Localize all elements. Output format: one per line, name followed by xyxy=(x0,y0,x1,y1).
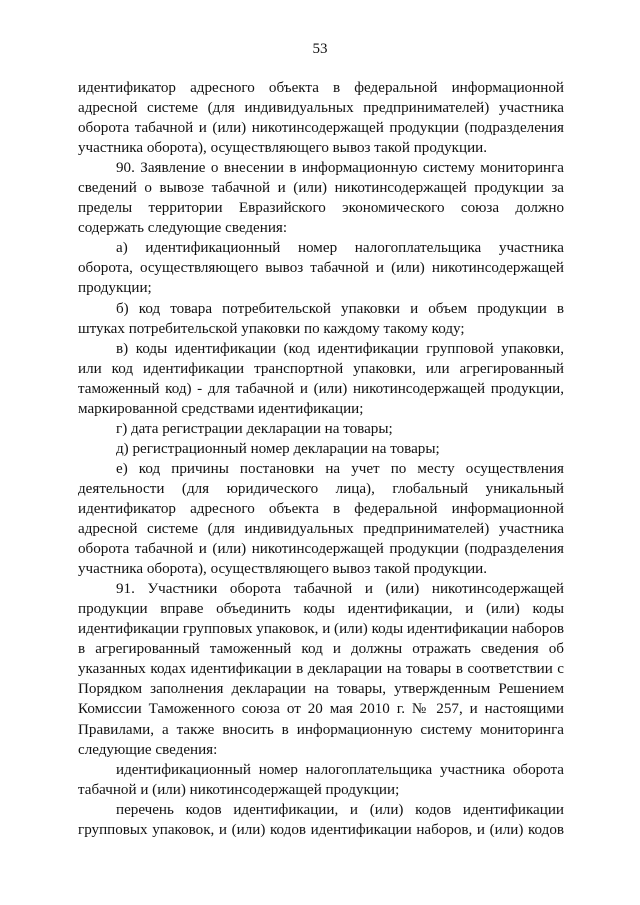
paragraph: перечень кодов идентификации, и (или) кодов идентификации групповых упаковок, и (или) кодов идентификации наборов, и (или) кодов xyxy=(78,801,564,838)
paragraph: б) код товара потребительской упаковки и объем продукции в штуках потребительской упаковки по каждому такому коду; xyxy=(78,300,564,337)
paragraph: в) коды идентификации (код идентификации групповой упаковки, или код идентификации транспортной упаковки, или агрегированный таможенный код) - для табачной и (или) никотинсодержащей продукции, маркированной средствами идентификации; xyxy=(78,340,564,417)
paragraph: д) регистрационный номер декларации на товары; xyxy=(116,440,440,457)
paragraph: 90. Заявление о внесении в информационную систему мониторинга сведений о вывозе табачной и (или) никотинсодержащей продукции за пределы территории Евразийского экономического союза должно содержать следующие сведения: xyxy=(78,160,564,237)
paragraph: е) код причины постановки на учет по месту осуществления деятельности (для юридического лица), глобальный уникальный идентификатор адресного объекта в федеральной информационной адресной системе (для индивидуальных предпринимателей) участника оборота табачной и (или) никотинсодержащей продукции (подразделения участника оборота), осуществляющего вывоз такой продукции. xyxy=(78,460,564,578)
paragraph: 91. Участники оборота табачной и (или) никотинсодержащей продукции вправе объединить коды идентификации, и (или) коды идентификации групповых упаковок, и (или) коды идентификации наборов в агрегированный таможенный код и должны отражать сведения об указанных кодах идентификации в декларации на товары в соответствии с Порядком заполнения декларации на товары, утвержденным Решением Комиссии Таможенного союза от 20 мая 2010 г. № 257, и настоящими Правилами, а также вносить в информационную систему мониторинга следующие сведения: xyxy=(78,581,564,758)
page-number: 53 xyxy=(312,41,328,57)
paragraph: а) идентификационный номер налогоплательщика участника оборота, осуществляющего вывоз табачной и (или) никотинсодержащей продукции; xyxy=(78,240,564,297)
paragraph: идентификатор адресного объекта в федеральной информационной адресной системе (для индивидуальных предпринимателей) участника оборота табачной и (или) никотинсодержащей продукции (подразделения участника оборота), осуществляющего вывоз такой продукции. xyxy=(78,80,564,157)
paragraph: идентификационный номер налогоплательщика участника оборота табачной и (или) никотинсодержащей продукции; xyxy=(78,761,564,798)
paragraph: г) дата регистрации декларации на товары; xyxy=(116,420,393,437)
document-body xyxy=(78,78,564,840)
